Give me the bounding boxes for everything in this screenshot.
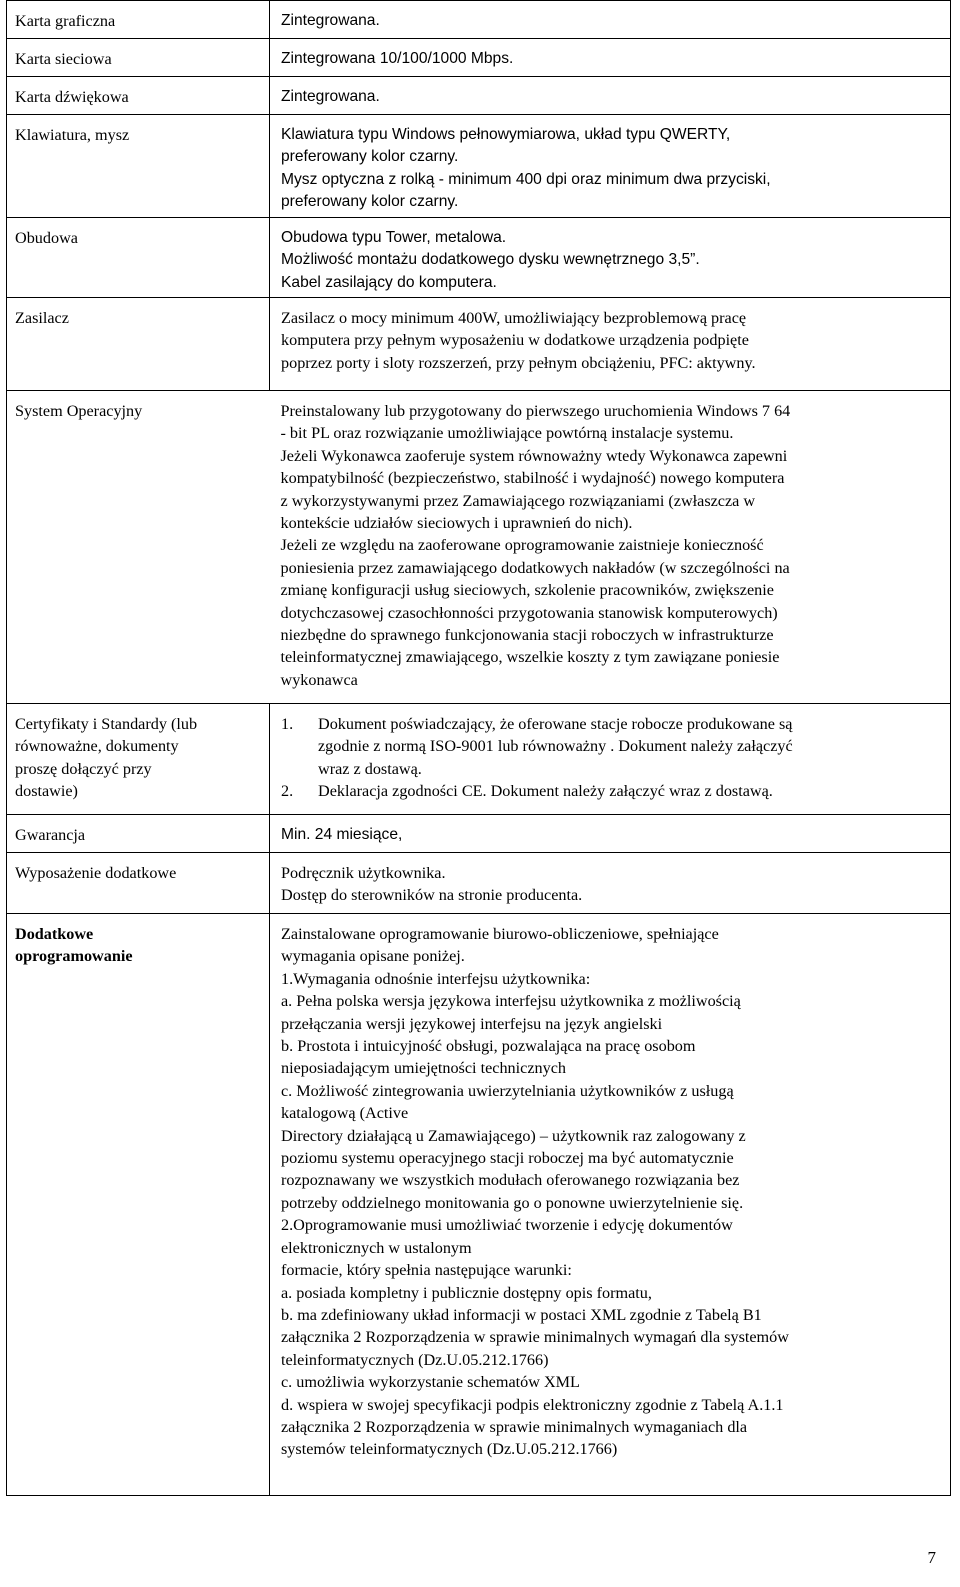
row-label-cell — [7, 815, 270, 853]
table-row — [7, 853, 951, 914]
list-number: 1. — [281, 715, 294, 733]
text-line: poprzez porty i sloty rozszerzeń, przy pełnym obciążeniu, PFC: aktywny. — [281, 353, 756, 372]
text-line: a. posiada kompletny i publicznie dostępny opis formatu, — [281, 1283, 652, 1302]
page-number: 7 — [927, 1548, 936, 1567]
row-content-cell — [270, 391, 951, 704]
list-item — [281, 713, 944, 780]
text-line: Directory działającą u Zamawiającego) – użytkownik raz zalogowany z — [281, 1126, 746, 1145]
label-obudowa: Obudowa — [15, 229, 78, 247]
table-row — [7, 115, 951, 218]
text-line: załącznika 2 Rozporządzenia w sprawie minimalnych wymaganiach dla — [281, 1417, 748, 1436]
label-line: dostawie) — [15, 782, 78, 801]
label-system-operacyjny: System Operacyjny — [15, 402, 143, 420]
text-line: Zainstalowane oprogramowanie biurowo-obliczeniowe, spełniające — [281, 925, 719, 943]
text-line: wraz z dostawą. — [318, 759, 422, 778]
content-karta-dzwiekowa: Zintegrowana. — [281, 88, 380, 105]
text-line: poniesienia przez zamawiającego dodatkowych nakładów (w szczególności na — [280, 558, 790, 577]
text-line: Kabel zasilający do komputera. — [281, 273, 497, 291]
text-line: Obudowa typu Tower, metalowa. — [281, 229, 507, 246]
table-row — [7, 77, 951, 115]
content-dodatkowe-oprogramowanie — [270, 914, 950, 1463]
row-label-cell — [7, 704, 270, 815]
text-line: poziomu systemu operacyjnego stacji roboczej ma być automatycznie — [281, 1149, 734, 1168]
text-line: Zasilacz o mocy minimum 400W, umożliwiający bezproblemową pracę — [281, 309, 747, 327]
text-line: Mysz optyczna z rolką - minimum 400 dpi oraz minimum dwa przyciski, — [281, 170, 771, 188]
text-line: b. ma zdefiniowany układ informacji w postaci XML zgodnie z Tabelą B1 — [281, 1305, 762, 1324]
text-line: wykonawca — [280, 670, 358, 689]
label-line: oprogramowanie — [15, 947, 133, 966]
text-line: załącznika 2 Rozporządzenia w sprawie minimalnych wymagań dla systemów — [281, 1328, 789, 1347]
row-content-cell — [270, 914, 951, 1496]
row-content-cell — [270, 704, 951, 815]
text-line: kompatybilność (bezpieczeństwo, stabilność i wydajność) nowego komputera — [280, 469, 785, 488]
text-line: wymagania opisane poniżej. — [281, 947, 465, 966]
text-line: z wykorzystywanymi przez Zamawiającego rozwiązaniami (zwłaszcza w — [280, 491, 756, 510]
text-line: Dokument poświadczający, że oferowane stacje robocze produkowane są — [318, 715, 793, 733]
specification-table — [6, 0, 951, 1496]
row-label-cell — [7, 115, 270, 218]
content-zasilacz — [270, 298, 950, 376]
text-line: Dostęp do sterowników na stronie producenta. — [281, 886, 583, 905]
row-content-cell — [270, 298, 951, 391]
text-line: zgodnie z normą ISO-9001 lub równoważny . Dokument należy załączyć — [318, 737, 793, 756]
text-line: c. umożliwia wykorzystanie schematów XML — [281, 1373, 580, 1392]
table-row — [7, 298, 951, 391]
label-zasilacz: Zasilacz — [15, 309, 69, 327]
row-content-cell — [270, 115, 951, 218]
label-line: Dodatkowe — [15, 925, 94, 943]
row-label-cell — [7, 77, 270, 115]
text-line: teleinformatycznej zmawiającego, wszelkie koszty z tym zawiązane poniesie — [280, 648, 780, 667]
text-line: - bit PL oraz rozwiązanie umożliwiające powtórną instalacje systemu. — [280, 424, 734, 443]
text-line: potrzeby oddzielnego monitowania go o ponowne uwierzytelnienie się. — [281, 1193, 744, 1212]
label-karta-sieciowa: Karta sieciowa — [15, 50, 112, 68]
row-label-cell — [7, 298, 270, 391]
label-certyfikaty — [7, 704, 269, 803]
content-klawiatura-mysz — [270, 115, 950, 216]
label-line: Certyfikaty i Standardy (lub — [15, 715, 198, 733]
text-line: dotychczasowej czasochłonności przygotowania stanowisk komputerowych) — [280, 603, 778, 622]
text-line: nieposiadającym umiejętności technicznych — [281, 1059, 566, 1078]
text-line: elektronicznych w ustalonym — [281, 1238, 472, 1257]
content-gwarancja: Min. 24 miesiące, — [281, 826, 403, 843]
text-line: 2.Oprogramowanie musi umożliwiać tworzenie i edycję dokumentów — [281, 1216, 733, 1235]
text-line: Jeżeli Wykonawca zaoferuje system równoważny wtedy Wykonawca zapewni — [280, 446, 788, 465]
table-row — [7, 704, 951, 815]
row-label-cell — [7, 853, 270, 914]
text-line: rozpoznawany we wszystkich modułach oferowanego rozwiązania bez — [281, 1171, 740, 1190]
content-obudowa — [270, 218, 950, 296]
text-line: d. wspiera w swojej specyfikacji podpis elektroniczny zgodnie z Tabelą A.1.1 — [281, 1395, 784, 1414]
text-line: teleinformatycznych (Dz.U.05.212.1766) — [281, 1350, 549, 1369]
text-line: niezbędne do sprawnego funkcjonowania stacji roboczych w infrastrukturze — [280, 626, 774, 645]
row-content-cell — [270, 39, 951, 77]
table-row — [7, 1, 951, 39]
certificates-list — [281, 713, 944, 803]
text-line: przełączania wersji językowej interfejsu na język angielski — [281, 1014, 663, 1033]
text-line: 1.Wymagania odnośnie interfejsu użytkownika: — [281, 969, 591, 988]
list-number: 2. — [281, 782, 294, 801]
table-row — [7, 218, 951, 298]
content-wyposazenie — [270, 853, 950, 909]
row-label-cell — [7, 218, 270, 298]
text-line: katalogową (Active — [281, 1104, 409, 1123]
text-line: preferowany kolor czarny. — [281, 148, 459, 166]
row-label-cell — [7, 914, 270, 1496]
text-line: Klawiatura typu Windows pełnowymiarowa, układ typu QWERTY, — [281, 126, 731, 143]
table-row — [7, 914, 951, 1496]
row-content-cell — [270, 853, 951, 914]
label-line: równoważne, dokumenty — [15, 737, 179, 756]
row-label-cell — [7, 391, 270, 704]
text-line: kontekście udziałów sieciowych i uprawnień do nich). — [280, 514, 633, 533]
row-label-cell — [7, 1, 270, 39]
label-karta-dzwiekowa: Karta dźwiękowa — [15, 88, 129, 106]
text-line: formacie, który spełnia następujące warunki: — [281, 1261, 572, 1280]
text-line: komputera przy pełnym wyposażeniu w dodatkowe urządzenia podpięte — [281, 331, 749, 350]
row-label-cell — [7, 39, 270, 77]
text-line: Jeżeli ze względu na zaoferowane oprogramowanie zaistnieje konieczność — [280, 536, 764, 555]
table-row — [7, 39, 951, 77]
text-line: Podręcznik użytkownika. — [281, 864, 446, 882]
table-row — [7, 815, 951, 853]
text-line: zmianę konfiguracji usług sieciowych, szkolenie pracowników, zwiększenie — [280, 581, 774, 600]
label-gwarancja: Gwarancja — [15, 826, 86, 844]
label-line: proszę dołączyć przy — [15, 759, 152, 778]
table-row — [7, 391, 951, 704]
text-line: Preinstalowany lub przygotowany do pierwszego uruchomienia Windows 7 64 — [280, 402, 791, 420]
text-line: b. Prostota i intuicyjność obsługi, pozwalająca na pracę osobom — [281, 1037, 696, 1056]
content-karta-sieciowa: Zintegrowana 10/100/1000 Mbps. — [281, 50, 514, 67]
text-line: preferowany kolor czarny. — [281, 193, 459, 211]
row-content-cell — [270, 815, 951, 853]
label-dodatkowe-oprogramowanie — [7, 914, 269, 968]
text-line: Możliwość montażu dodatkowego dysku wewnętrznego 3,5”. — [281, 251, 700, 269]
content-system-operacyjny — [270, 391, 951, 693]
list-item — [281, 780, 944, 802]
row-content-cell — [270, 218, 951, 298]
row-content-cell — [270, 1, 951, 39]
label-karta-graficzna: Karta graficzna — [15, 12, 116, 30]
row-content-cell — [270, 77, 951, 115]
content-certyfikaty — [270, 704, 950, 805]
label-wyposazenie: Wyposażenie dodatkowe — [15, 864, 177, 882]
text-line: c. Możliwość zintegrowania uwierzytelniania użytkowników z usługą — [281, 1081, 734, 1100]
text-line: systemów teleinformatycznych (Dz.U.05.212.1766) — [281, 1440, 618, 1459]
text-line: Deklaracja zgodności CE. Dokument należy załączyć wraz z dostawą. — [318, 782, 773, 801]
content-karta-graficzna: Zintegrowana. — [281, 12, 380, 29]
label-klawiatura-mysz: Klawiatura, mysz — [15, 126, 130, 144]
text-line: a. Pełna polska wersja językowa interfejsu użytkownika z możliwością — [281, 992, 741, 1011]
